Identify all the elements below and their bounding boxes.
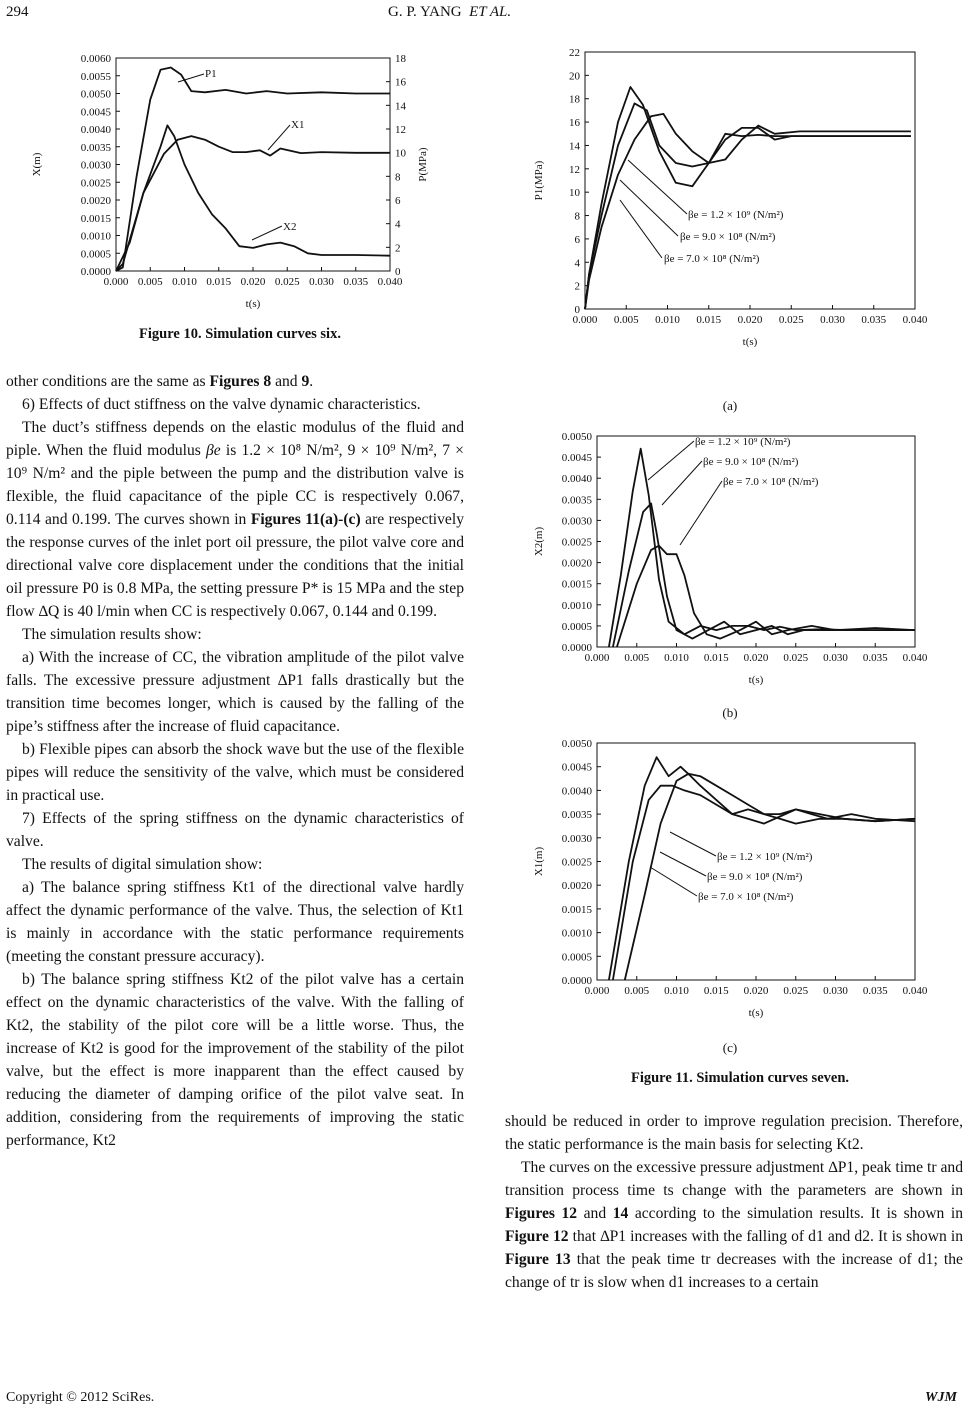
y-tick-label: 0.0060: [80, 53, 111, 65]
x-tick-label: 0.040: [902, 985, 928, 997]
x-tick-label: 0.025: [783, 652, 809, 664]
leader-line: [650, 867, 697, 896]
y-tick-label: 0.0020: [80, 195, 111, 207]
leader-line: [620, 180, 678, 236]
y2-axis-label: P(MPa): [417, 147, 429, 182]
x-tick-label: 0.015: [206, 276, 232, 288]
y-tick-label: 0.0050: [561, 738, 592, 750]
paragraph: The duct’s stiffness depends on the elastic modulus of the fluid and piple. When the fluid modulus βe is 1.2 × 10⁸ N/m², 9 × 10⁹ N/m², 7 × 10⁹ N/m² and the piple between the pump and the distribution valve is flexible, the fluid capacitance of the piple CC is respectively 0.067, 0.114 and 0.199. The curves shown in Figures 11(a)-(c) are respectively the response curves of the inlet port oil pressure, the pilot valve core and directional valve core displacement under the conditions that the initial oil pressure P0 is 0.8 MPa, the setting pressure P* is 15 MPa and the step flow ∆Q is 40 l/min when CC is respectively 0.067, 0.144 and 0.199.: [6, 419, 464, 620]
y-axis-label: X2(m): [533, 526, 545, 557]
y-tick-label: 0.0000: [561, 975, 592, 987]
y-tick-label: 0.0030: [80, 159, 111, 172]
series-label: X1: [291, 119, 305, 131]
series-label: P1: [205, 68, 217, 80]
y-tick-label: 0.0050: [561, 431, 592, 443]
y-tick-label: 0.0040: [80, 124, 111, 136]
leader-line: [268, 125, 290, 150]
y-tick-label: 18: [569, 93, 580, 106]
right-column-text: [505, 1110, 963, 1294]
paragraph: b) The balance spring stiffness Kt2 of the pilot valve has a certain effect on the dynamic characteristics of the valve. With the falling of Kt2, the stability of the pilot core will be a little worse. Thus, the increase of Kt2 is good for the improvement of the stability of the pilot valve, but the effect is more inapparent than the effect caused by reducing the diameter of damping orifice of the pilot valve seat. In addition, considering from the requirements of improving the static performance, Kt2: [6, 971, 464, 1149]
y-axis-label: X1(m): [533, 846, 545, 877]
y-tick-label: 0.0020: [561, 880, 592, 893]
y-tick-label: 0.0010: [80, 230, 111, 243]
y2-tick-label: 18: [395, 53, 406, 65]
x-tick-label: 0.030: [309, 276, 334, 288]
y-tick-label: 0.0040: [561, 785, 592, 798]
series-label: X2: [283, 221, 297, 233]
series-label: βe = 1.2 × 10⁹ (N/m²): [688, 209, 784, 221]
paragraph: The results of digital simulation show:: [22, 856, 263, 873]
figure-11b-chart: [520, 425, 960, 710]
y-tick-label: 10: [569, 187, 580, 200]
y2-tick-label: 6: [395, 195, 401, 207]
y-tick-label: 0.0035: [561, 494, 592, 507]
y-tick-label: 0.0025: [561, 536, 592, 549]
y-tick-label: 0.0025: [561, 856, 592, 869]
y-tick-label: 0.0030: [561, 832, 592, 845]
y2-tick-label: 4: [395, 218, 401, 231]
leader-line: [648, 441, 694, 480]
y-tick-label: 0.0050: [80, 88, 111, 101]
series-label: βe = 9.0 × 10⁸ (N/m²): [703, 456, 799, 468]
figure-11a-label: (a): [722, 398, 738, 413]
y2-tick-label: 2: [395, 242, 401, 255]
x-tick-label: 0.020: [743, 985, 769, 997]
y2-tick-label: 0: [395, 266, 401, 278]
y-tick-label: 20: [569, 70, 580, 83]
series-label: βe = 1.2 × 10⁹ (N/m²): [717, 851, 813, 863]
series-label: βe = 7.0 × 10⁸ (N/m²): [698, 891, 794, 903]
series-label: βe = 9.0 × 10⁸ (N/m²): [707, 871, 803, 883]
x-tick-label: 0.005: [624, 985, 650, 997]
y2-tick-label: 8: [395, 171, 401, 184]
series-label: βe = 7.0 × 10⁸ (N/m²): [723, 476, 819, 488]
x-axis-label: t(s): [742, 336, 758, 348]
x-tick-label: 0.015: [703, 652, 729, 664]
x-tick-label: 0.025: [274, 276, 300, 288]
footer-copyright: Copyright © 2012 SciRes.: [6, 1390, 155, 1405]
x-tick-label: 0.035: [861, 314, 887, 326]
y-tick-label: 0.0040: [561, 473, 592, 486]
y-tick-label: 0.0015: [80, 212, 111, 225]
x-tick-label: 0.020: [743, 652, 769, 664]
y-tick-label: 0.0045: [561, 452, 592, 465]
y-axis-label: P1(MPa): [533, 160, 545, 201]
y-tick-label: 8: [574, 210, 580, 223]
y-tick-label: 0.0005: [80, 248, 111, 261]
figure-11c-chart: [520, 732, 960, 1037]
series-label: βe = 7.0 × 10⁸ (N/m²): [664, 253, 760, 265]
x-tick-label: 0.000: [584, 652, 610, 664]
y2-tick-label: 12: [395, 124, 406, 136]
y-tick-label: 14: [569, 140, 580, 153]
footer-journal: WJM: [925, 1390, 957, 1405]
x-tick-label: 0.010: [664, 652, 689, 664]
y-tick-label: 12: [569, 163, 580, 176]
figure-ref: Figure 12: [505, 1228, 569, 1245]
x-tick-label: 0.000: [584, 985, 610, 997]
leader-line: [662, 461, 702, 505]
y2-tick-label: 14: [395, 100, 406, 113]
header-authors: G. P. YANG: [388, 4, 462, 20]
figure-ref: Figures 11(a)-(c): [250, 511, 361, 528]
leader-line: [620, 200, 662, 258]
y-tick-label: 0.0010: [561, 927, 592, 940]
y-tick-label: 0.0015: [561, 578, 592, 591]
y-tick-label: 0.0020: [561, 557, 592, 570]
x-tick-label: 0.010: [664, 985, 689, 997]
x-tick-label: 0.020: [737, 314, 763, 326]
x-tick-label: 0.010: [172, 276, 197, 288]
y-tick-label: 6: [574, 233, 580, 246]
y2-tick-label: 16: [395, 76, 406, 89]
x-tick-label: 0.000: [103, 276, 129, 288]
figure-ref: 14: [612, 1205, 629, 1222]
figure-10-caption: Figure 10. Simulation curves six.: [139, 326, 341, 342]
y-tick-label: 0.0055: [80, 70, 111, 83]
y-tick-label: 0.0000: [561, 642, 592, 654]
x-tick-label: 0.005: [624, 652, 650, 664]
y-tick-label: 0.0045: [561, 761, 592, 774]
y-tick-label: 0.0000: [80, 266, 111, 278]
y-tick-label: 0.0005: [561, 620, 592, 633]
paragraph: 6) Effects of duct stiffness on the valve dynamic characteristics.: [22, 396, 421, 413]
figure-ref: Figure 13: [505, 1251, 571, 1268]
paragraph: a) The balance spring stiffness Kt1 of the directional valve hardly affect the dynamic performance of the valve. Thus, the selection of Kt1 is mainly in accordance with the static performance requirements (meeting the constant pressure accuracy).: [6, 879, 464, 965]
paragraph: The simulation results show:: [22, 626, 202, 643]
y-tick-label: 0.0005: [561, 951, 592, 964]
leader-line: [660, 852, 706, 876]
y-tick-label: 2: [574, 280, 580, 293]
figure-11-caption: Figure 11. Simulation curves seven.: [630, 1070, 850, 1086]
leader-line: [670, 832, 716, 856]
y-tick-label: 16: [569, 117, 580, 130]
y-tick-label: 0.0025: [80, 177, 111, 190]
header-et-al: ET AL.: [469, 4, 512, 20]
y-tick-label: 0: [574, 304, 580, 316]
figure-11a-chart: [520, 40, 960, 390]
x-tick-label: 0.020: [240, 276, 266, 288]
figure-11b-label: (b): [722, 705, 738, 720]
y-tick-label: 22: [569, 47, 580, 59]
y-axis-label: X(m): [31, 152, 43, 177]
leader-line: [252, 226, 282, 240]
figure-11c-label: (c): [722, 1040, 738, 1055]
x-tick-label: 0.030: [823, 985, 848, 997]
figure-10-chart: [0, 40, 480, 320]
running-header: [388, 4, 511, 21]
x-tick-label: 0.040: [902, 652, 928, 664]
series-label: βe = 9.0 × 10⁸ (N/m²): [680, 231, 776, 243]
leader-line: [680, 481, 722, 545]
leader-line: [628, 160, 687, 214]
x-tick-label: 0.035: [862, 985, 888, 997]
x-tick-label: 0.015: [703, 985, 729, 997]
x-axis-label: t(s): [748, 674, 764, 686]
figure-ref: Figures 12: [505, 1205, 578, 1222]
x-tick-label: 0.010: [655, 314, 680, 326]
y2-tick-label: 10: [395, 147, 406, 160]
x-axis-label: t(s): [245, 298, 261, 310]
x-tick-label: 0.030: [823, 652, 848, 664]
series-line: [116, 68, 390, 272]
y-tick-label: 0.0030: [561, 515, 592, 528]
paragraph: b) Flexible pipes can absorb the shock wave but the use of the flexible pipes will reduce the sensitivity of the valve, which must be considered in practical use.: [6, 741, 464, 804]
paragraph: The curves on the excessive pressure adjustment ∆P1, peak time tr and transition process time ts change with the parameters are shown in Figures 12 and 14 according to the simulation results. It is shown in Figure 12 that ∆P1 increases with the falling of d1 and d2. It is shown in Figure 13 that the peak time tr decreases with the increase of d1; the change of tr is slow when d1 increases to a certain: [505, 1159, 963, 1291]
x-tick-label: 0.040: [902, 314, 928, 326]
x-tick-label: 0.035: [862, 652, 888, 664]
y-tick-label: 0.0045: [80, 106, 111, 119]
y-tick-label: 0.0035: [80, 141, 111, 154]
x-tick-label: 0.040: [377, 276, 403, 288]
figure-ref: 9: [301, 373, 310, 390]
series-line: [609, 757, 915, 980]
x-tick-label: 0.035: [343, 276, 369, 288]
figure-ref: Figures 8: [209, 373, 272, 390]
page-number: 294: [6, 4, 29, 20]
y-tick-label: 0.0035: [561, 809, 592, 822]
x-tick-label: 0.030: [820, 314, 845, 326]
x-tick-label: 0.005: [613, 314, 639, 326]
x-tick-label: 0.005: [137, 276, 163, 288]
paragraph: a) With the increase of CC, the vibration amplitude of the pilot valve falls. The excessive pressure adjustment ∆P1 falls drastically but the transition time becomes longer, which is caused by the falling of the pipe’s stiffness after the increase of fluid capacitance.: [6, 649, 464, 735]
x-tick-label: 0.025: [783, 985, 809, 997]
paragraph-continued: other conditions are the same as Figures 8 and 9.: [6, 373, 314, 390]
series-label: βe = 1.2 × 10⁹ (N/m²): [695, 436, 791, 448]
x-tick-label: 0.015: [696, 314, 722, 326]
x-tick-label: 0.000: [572, 314, 598, 326]
x-axis-label: t(s): [748, 1007, 764, 1019]
paragraph: 7) Effects of the spring stiffness on the dynamic characteristics of valve.: [6, 810, 464, 850]
x-tick-label: 0.025: [778, 314, 804, 326]
plot-frame: [585, 52, 915, 309]
series-line: [585, 87, 911, 309]
y-tick-label: 0.0010: [561, 599, 592, 612]
y-tick-label: 4: [574, 257, 580, 270]
paragraph-continued: should be reduced in order to improve regulation precision. Therefore, the static performance is the main basis for selecting Kt2.: [505, 1113, 963, 1153]
series-line: [116, 125, 390, 271]
left-column-text: [6, 370, 464, 1152]
y-tick-label: 0.0015: [561, 903, 592, 916]
